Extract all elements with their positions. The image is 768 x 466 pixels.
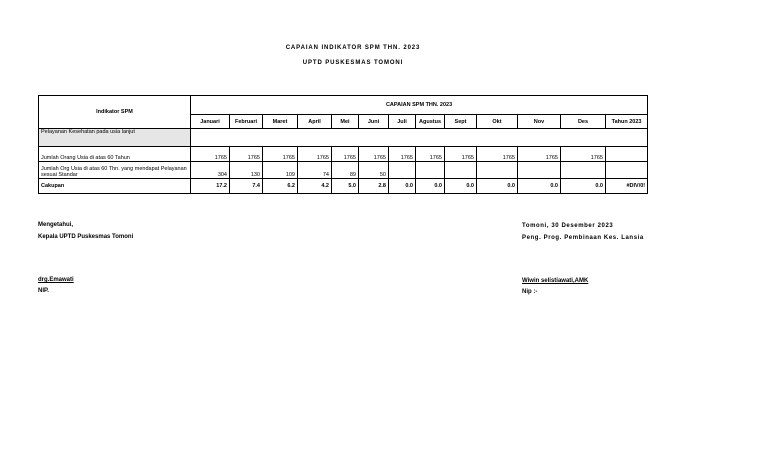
month-header: Juni bbox=[359, 115, 389, 129]
report-title: CAPAIAN INDIKATOR SPM THN. 2023 bbox=[285, 45, 421, 51]
left-line2: Kepala UPTD Puskesmas Tomoni bbox=[38, 234, 134, 240]
table-cell: 1765 bbox=[561, 147, 606, 162]
left-name: drg.Emawati bbox=[38, 277, 74, 283]
month-header: Februari bbox=[230, 115, 263, 129]
table-cell bbox=[389, 162, 416, 179]
table-cell: 50 bbox=[359, 162, 389, 179]
table-cell: 109 bbox=[263, 162, 298, 179]
month-header: Juli bbox=[389, 115, 416, 129]
month-header: Januari bbox=[191, 115, 230, 129]
left-line1: Mengetahui, bbox=[38, 222, 74, 228]
table-cell: 2.8 bbox=[359, 179, 389, 194]
row-label: Jumlah Orang Usia di atas 60 Tahun bbox=[39, 147, 191, 162]
table-cell: 0.0 bbox=[416, 179, 445, 194]
table-row bbox=[39, 179, 648, 194]
section-label: Pelayanan Kesehatan pada usia lanjut bbox=[39, 129, 191, 147]
left-nip: NIP. bbox=[38, 288, 49, 294]
table-cell: 1765 bbox=[230, 147, 263, 162]
table-row bbox=[39, 162, 648, 179]
month-header: Tahun 2023 bbox=[606, 115, 648, 129]
table-cell bbox=[606, 147, 648, 162]
table-cell: 304 bbox=[191, 162, 230, 179]
table-cell: 0.0 bbox=[445, 179, 477, 194]
table-cell bbox=[477, 162, 518, 179]
table-cell: 1765 bbox=[191, 147, 230, 162]
section-empty bbox=[191, 129, 648, 147]
table-cell: 17.2 bbox=[191, 179, 230, 194]
table-cell bbox=[518, 162, 561, 179]
table-cell bbox=[445, 162, 477, 179]
table-cell: 6.2 bbox=[263, 179, 298, 194]
table-cell: 5.0 bbox=[332, 179, 359, 194]
row-label: Jumlah Org Usia di atas 60 Thn. yang mendapat Pelayanan sesuai Standar bbox=[39, 162, 191, 179]
table-cell: 0.0 bbox=[389, 179, 416, 194]
table-cell: 130 bbox=[230, 162, 263, 179]
table-cell: 1765 bbox=[389, 147, 416, 162]
month-header: Mei bbox=[332, 115, 359, 129]
report-subtitle: UPTD PUSKESMAS TOMONI bbox=[302, 60, 404, 66]
table-cell bbox=[416, 162, 445, 179]
table-cell: 1765 bbox=[263, 147, 298, 162]
right-line2: Peng. Prog. Pembinaan Kes. Lansia bbox=[522, 235, 644, 241]
table-cell: 0.0 bbox=[561, 179, 606, 194]
indicator-header: Indikator SPM bbox=[39, 96, 191, 129]
row-label: Cakupan bbox=[39, 179, 191, 194]
table-cell: 1765 bbox=[298, 147, 332, 162]
table-cell: 74 bbox=[298, 162, 332, 179]
month-header: Nov bbox=[518, 115, 561, 129]
table-cell bbox=[606, 162, 648, 179]
month-header: Okt bbox=[477, 115, 518, 129]
table-cell: 1765 bbox=[518, 147, 561, 162]
table-cell: 7.4 bbox=[230, 179, 263, 194]
month-header: Sept bbox=[445, 115, 477, 129]
group-header: CAPAIAN SPM THN. 2023 bbox=[191, 96, 648, 115]
month-header: April bbox=[298, 115, 332, 129]
right-line1: Tomoni, 30 Desember 2023 bbox=[522, 223, 614, 229]
month-header: Agustus bbox=[416, 115, 445, 129]
month-header: Maret bbox=[263, 115, 298, 129]
table-cell: 1765 bbox=[445, 147, 477, 162]
table-cell: 1765 bbox=[359, 147, 389, 162]
table-cell: 1765 bbox=[332, 147, 359, 162]
table-cell: 4.2 bbox=[298, 179, 332, 194]
spm-table bbox=[38, 95, 648, 194]
table-cell: 89 bbox=[332, 162, 359, 179]
table-cell: 0.0 bbox=[518, 179, 561, 194]
right-nip: Nip :- bbox=[522, 289, 538, 295]
table-cell: 0.0 bbox=[477, 179, 518, 194]
table-cell: 1765 bbox=[416, 147, 445, 162]
month-header: Des bbox=[561, 115, 606, 129]
table-cell: #DIV/0! bbox=[606, 179, 648, 194]
table-cell: 1765 bbox=[477, 147, 518, 162]
table-row bbox=[39, 147, 648, 162]
right-name: Wiwin selistiawati,AMK bbox=[522, 278, 589, 284]
table-cell bbox=[561, 162, 606, 179]
